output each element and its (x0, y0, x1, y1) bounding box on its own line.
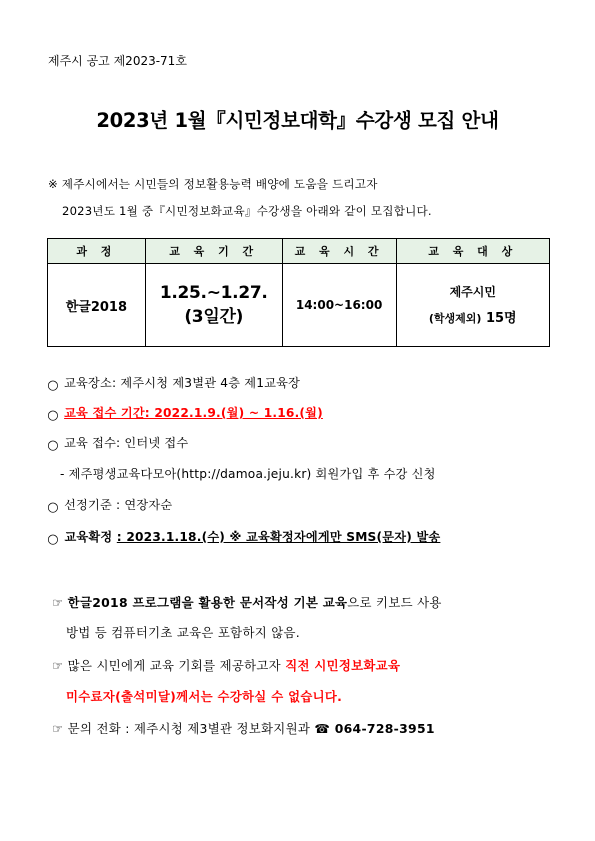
phone-icon: ☎ (314, 721, 331, 736)
pointing-hand-icon: ☞ (52, 595, 64, 610)
open-circle-icon: ○ (47, 500, 59, 515)
notice-number: 제주시 공고 제2023-71호 (48, 54, 187, 68)
open-circle-icon: ○ (47, 378, 59, 393)
note-2-line-2: 미수료자(출석미달)께서는 수강하실 수 없습니다. (66, 689, 343, 704)
table-row (48, 264, 550, 347)
bold-circle-icon: ○ (47, 532, 59, 547)
note-2 (52, 656, 400, 674)
note-1 (52, 593, 442, 611)
application-method-text: 교육 접수: 인터넷 접수 (64, 436, 189, 450)
table-header-row (48, 239, 550, 264)
application-period-text: 교육 접수 기간: 2022.1.9.(월) ~ 1.16.(월) (64, 406, 323, 420)
contact-label: 문의 전화 : 제주시청 제3별관 정보화지원과 (67, 721, 315, 736)
pointing-hand-icon: ☞ (52, 721, 64, 736)
cell-target (396, 264, 549, 347)
page-title: 2023년 1월『시민정보대학』수강생 모집 안내 (96, 109, 499, 132)
place-text: 교육장소: 제주시청 제3별관 4층 제1교육장 (64, 376, 301, 390)
detail-application-period (46, 404, 323, 423)
target-detail (397, 305, 549, 332)
open-circle-icon: ○ (47, 438, 59, 453)
detail-selection (46, 496, 172, 515)
detail-application-method (46, 434, 188, 453)
confirm-value: : 2023.1.18.(수) ※ 교육확정자에게만 SMS(문자) 발송 (116, 530, 441, 544)
contact-number: 064-728-3951 (330, 721, 435, 736)
header-period: 교 육 기 간 (145, 239, 282, 264)
target-group: 제주시민 (449, 284, 496, 299)
pointing-hand-icon: ☞ (52, 658, 64, 673)
period-days: (3일간) (184, 307, 244, 327)
note-1-bold: 한글2018 프로그램을 활용한 문서작성 기본 교육 (67, 595, 348, 610)
selection-text: 선정기준 : 연장자순 (64, 498, 173, 512)
cell-period (145, 264, 282, 347)
course-table (47, 238, 550, 347)
target-exclusion: (학생제외) (428, 311, 482, 325)
cell-time: 14:00~16:00 (282, 264, 396, 347)
bold-circle-icon: ○ (47, 408, 59, 423)
cell-course: 한글2018 (48, 264, 146, 347)
intro-line-1: ※ 제주시에서는 시민들의 정보활용능력 배양에 도움을 드리고자 (48, 177, 378, 191)
intro-line-2: 2023년도 1월 중『시민정보화교육』수강생을 아래와 같이 모집합니다. (62, 204, 432, 218)
detail-place (46, 374, 300, 393)
note-2-red: 직전 시민정보화교육 (285, 658, 401, 673)
contact-line (52, 719, 435, 737)
detail-confirmation (46, 528, 440, 547)
header-target: 교 육 대 상 (396, 239, 549, 264)
header-time: 교 육 시 간 (282, 239, 396, 264)
confirm-label: 교육확정 (64, 530, 117, 544)
target-count: 15명 (481, 310, 517, 326)
note-1-line-2: 방법 등 컴퓨터기초 교육은 포함하지 않음. (66, 625, 301, 640)
header-course: 과 정 (48, 239, 146, 264)
period-dates: 1.25.~1.27. (159, 283, 268, 303)
application-site-text: - 제주평생교육다모아(http://damoa.jeju.kr) 회원가입 후 수강 신청 (60, 467, 436, 481)
note-2-plain: 많은 시민에게 교육 기회를 제공하고자 (67, 658, 286, 673)
note-1-rest: 으로 키보드 사용 (347, 595, 442, 610)
